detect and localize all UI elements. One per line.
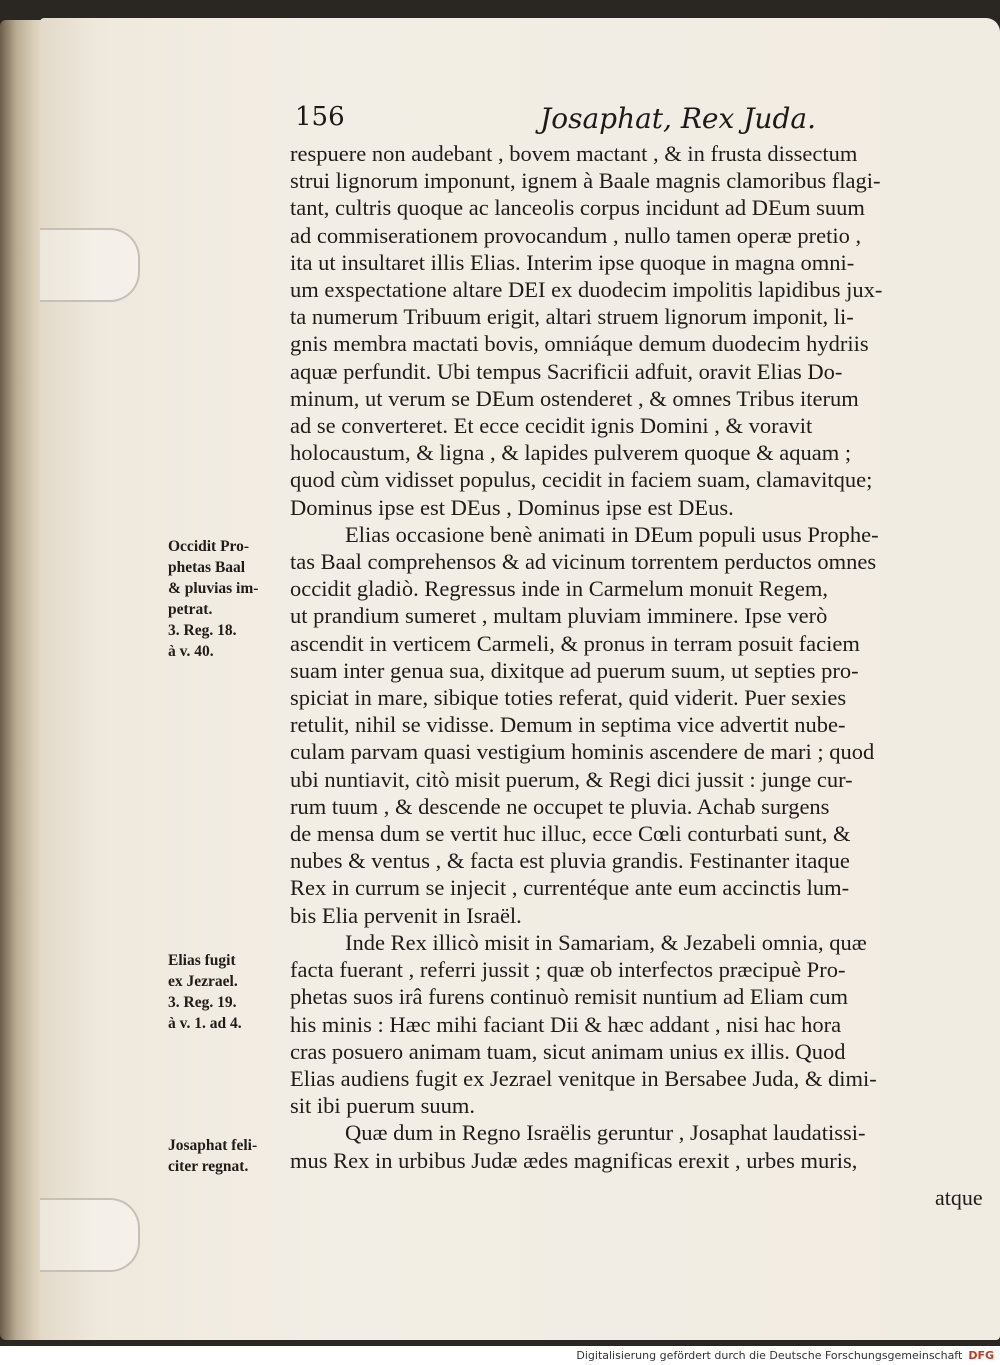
text-line: sit ibi puerum suum. xyxy=(290,1093,475,1119)
catchword: atque xyxy=(935,1185,983,1210)
text-line: gnis membra mactati bovis, omniáque demum duodecim hydriis xyxy=(290,331,869,357)
text-line: Elias occasione benè animati in DEum populi usus Prophe- xyxy=(345,521,879,547)
text-line: his minis : Hæc mihi faciant Dii & hæc addant , nisi hac hora xyxy=(290,1011,842,1037)
text-line: aquæ perfundit. Ubi tempus Sacrificii adfuit, oravit Elias Do- xyxy=(290,358,843,384)
text-line: quod cùm vidisset populus, cecidit in faciem suam, clamavitque; xyxy=(290,467,873,493)
text-line: Elias audiens fugit ex Jezrael venitque in Bersabee Juda, & dimi- xyxy=(290,1065,877,1091)
text-line: strui lignorum imponunt, ignem à Baale magnis clamoribus flagi- xyxy=(290,168,881,194)
margin-note-line: à v. 1. ad 4. xyxy=(168,1015,242,1032)
text-line: cras posuero animam tuam, sicut animam unius ex illis. Quod xyxy=(290,1038,846,1064)
text-line: ut prandium sumeret , multam pluviam imminere. Ipse verò xyxy=(290,603,828,629)
text-line: ascendit in verticem Carmeli, & pronus in terram posuit faciem xyxy=(290,630,860,656)
text-line: tas Baal comprehensos & ad vicinum torrentem perductos omnes xyxy=(290,549,877,575)
text-line: minum, ut verum se DEum ostenderet , & omnes Tribus iterum xyxy=(290,385,859,411)
margin-note-line: 3. Reg. 19. xyxy=(168,994,237,1011)
margin-note-line: citer regnat. xyxy=(168,1158,249,1175)
text-line: Inde Rex illicò misit in Samariam, & Jezabeli omnia, quæ xyxy=(345,929,867,955)
text-line: respuere non audebant , bovem mactant , & in frusta dissectum xyxy=(290,141,858,166)
text-line: rum tuum , & descende ne occupet te pluvia. Achab surgens xyxy=(290,793,830,819)
text-line: Quæ dum in Regno Israëlis geruntur , Josaphat laudatissi- xyxy=(345,1120,866,1146)
text-line: ad se converteret. Et ecce cecidit ignis Domini , & voravit xyxy=(290,413,813,439)
text-line: ubi nuntiavit, citò misit puerum, & Regi dici jussit : junge cur- xyxy=(290,766,853,792)
text-line: facta fuerant , referri jussit ; quæ ob interfectos præcipuè Pro- xyxy=(290,957,846,983)
text-line: phetas suos irâ furens continuò remisit nuntium ad Eliam cum xyxy=(290,984,849,1010)
margin-note-1 xyxy=(168,536,278,662)
text-line: ta numerum Tribuum erigit, altari struem lignorum imponit, li- xyxy=(290,304,854,330)
text-line: Dominus ipse est DEus , Dominus ipse est DEus. xyxy=(290,494,734,520)
margin-note-line: Occidit Pro- xyxy=(168,538,250,555)
page-number: 156 xyxy=(295,102,345,132)
text-line: occidit gladiò. Regressus inde in Carmelum monuit Regem, xyxy=(290,576,829,602)
margin-note-2 xyxy=(168,950,278,1034)
text-line: ita ut insultaret illis Elias. Interim ipse quoque in magna omni- xyxy=(290,249,855,275)
page-clip-top xyxy=(40,228,140,302)
text-line: spiciat in mare, sibique toties referat, quid viderit. Puer sexies xyxy=(290,685,847,711)
margin-note-line: phetas Baal xyxy=(168,559,246,576)
text-line: culam parvam quasi vestigium hominis ascendere de mari ; quod xyxy=(290,739,875,765)
text-line: ad commiserationem provocandum , nullo tamen operæ pretio , xyxy=(290,222,862,248)
margin-note-line: Elias fugit xyxy=(168,952,236,969)
digitization-footer xyxy=(0,1346,1000,1365)
text-line: retulit, nihil se vidisse. Demum in septima vice advertit nube- xyxy=(290,712,846,738)
dfg-logo: DFG xyxy=(968,1349,994,1362)
text-line: nubes & ventus , & facta est pluvia grandis. Festinanter itaque xyxy=(290,848,850,874)
text-line: suam inter genua sua, dixitque ad puerum suum, ut septies pro- xyxy=(290,657,859,683)
body-text xyxy=(290,140,980,1174)
margin-note-line: ex Jezrael. xyxy=(168,973,238,990)
text-line: holocaustum, & ligna , & lapides pulverem quoque & aquam ; xyxy=(290,440,852,466)
footer-text: Digitalisierung gefördert durch die Deutsche Forschungsgemeinschaft xyxy=(576,1349,963,1362)
text-line: de mensa dum se vertit huc illuc, ecce Cœli conturbati sunt, & xyxy=(290,821,851,847)
margin-note-line: & pluvias im- xyxy=(168,580,259,597)
margin-note-3 xyxy=(168,1135,278,1177)
margin-note-line: Josaphat feli- xyxy=(168,1137,258,1154)
text-line: tant, cultris quoque ac lanceolis corpus incidunt ad DEum suum xyxy=(290,195,865,221)
running-title: Josaphat, Rex Juda. xyxy=(540,102,816,135)
text-line: Rex in currum se injecit , currentéque ante eum accinctis lum- xyxy=(290,875,850,901)
text-line: um exspectatione altare DEI ex duodecim impolitis lapidibus jux- xyxy=(290,277,883,303)
margin-note-line: à v. 40. xyxy=(168,643,214,660)
page-clip-bottom xyxy=(40,1198,140,1272)
margin-note-line: petrat. xyxy=(168,601,213,618)
margin-note-line: 3. Reg. 18. xyxy=(168,622,237,639)
text-line: bis Elia pervenit in Israël. xyxy=(290,902,522,928)
text-line: mus Rex in urbibus Judæ ædes magnificas erexit , urbes muris, xyxy=(290,1147,858,1173)
page-header xyxy=(295,102,985,142)
